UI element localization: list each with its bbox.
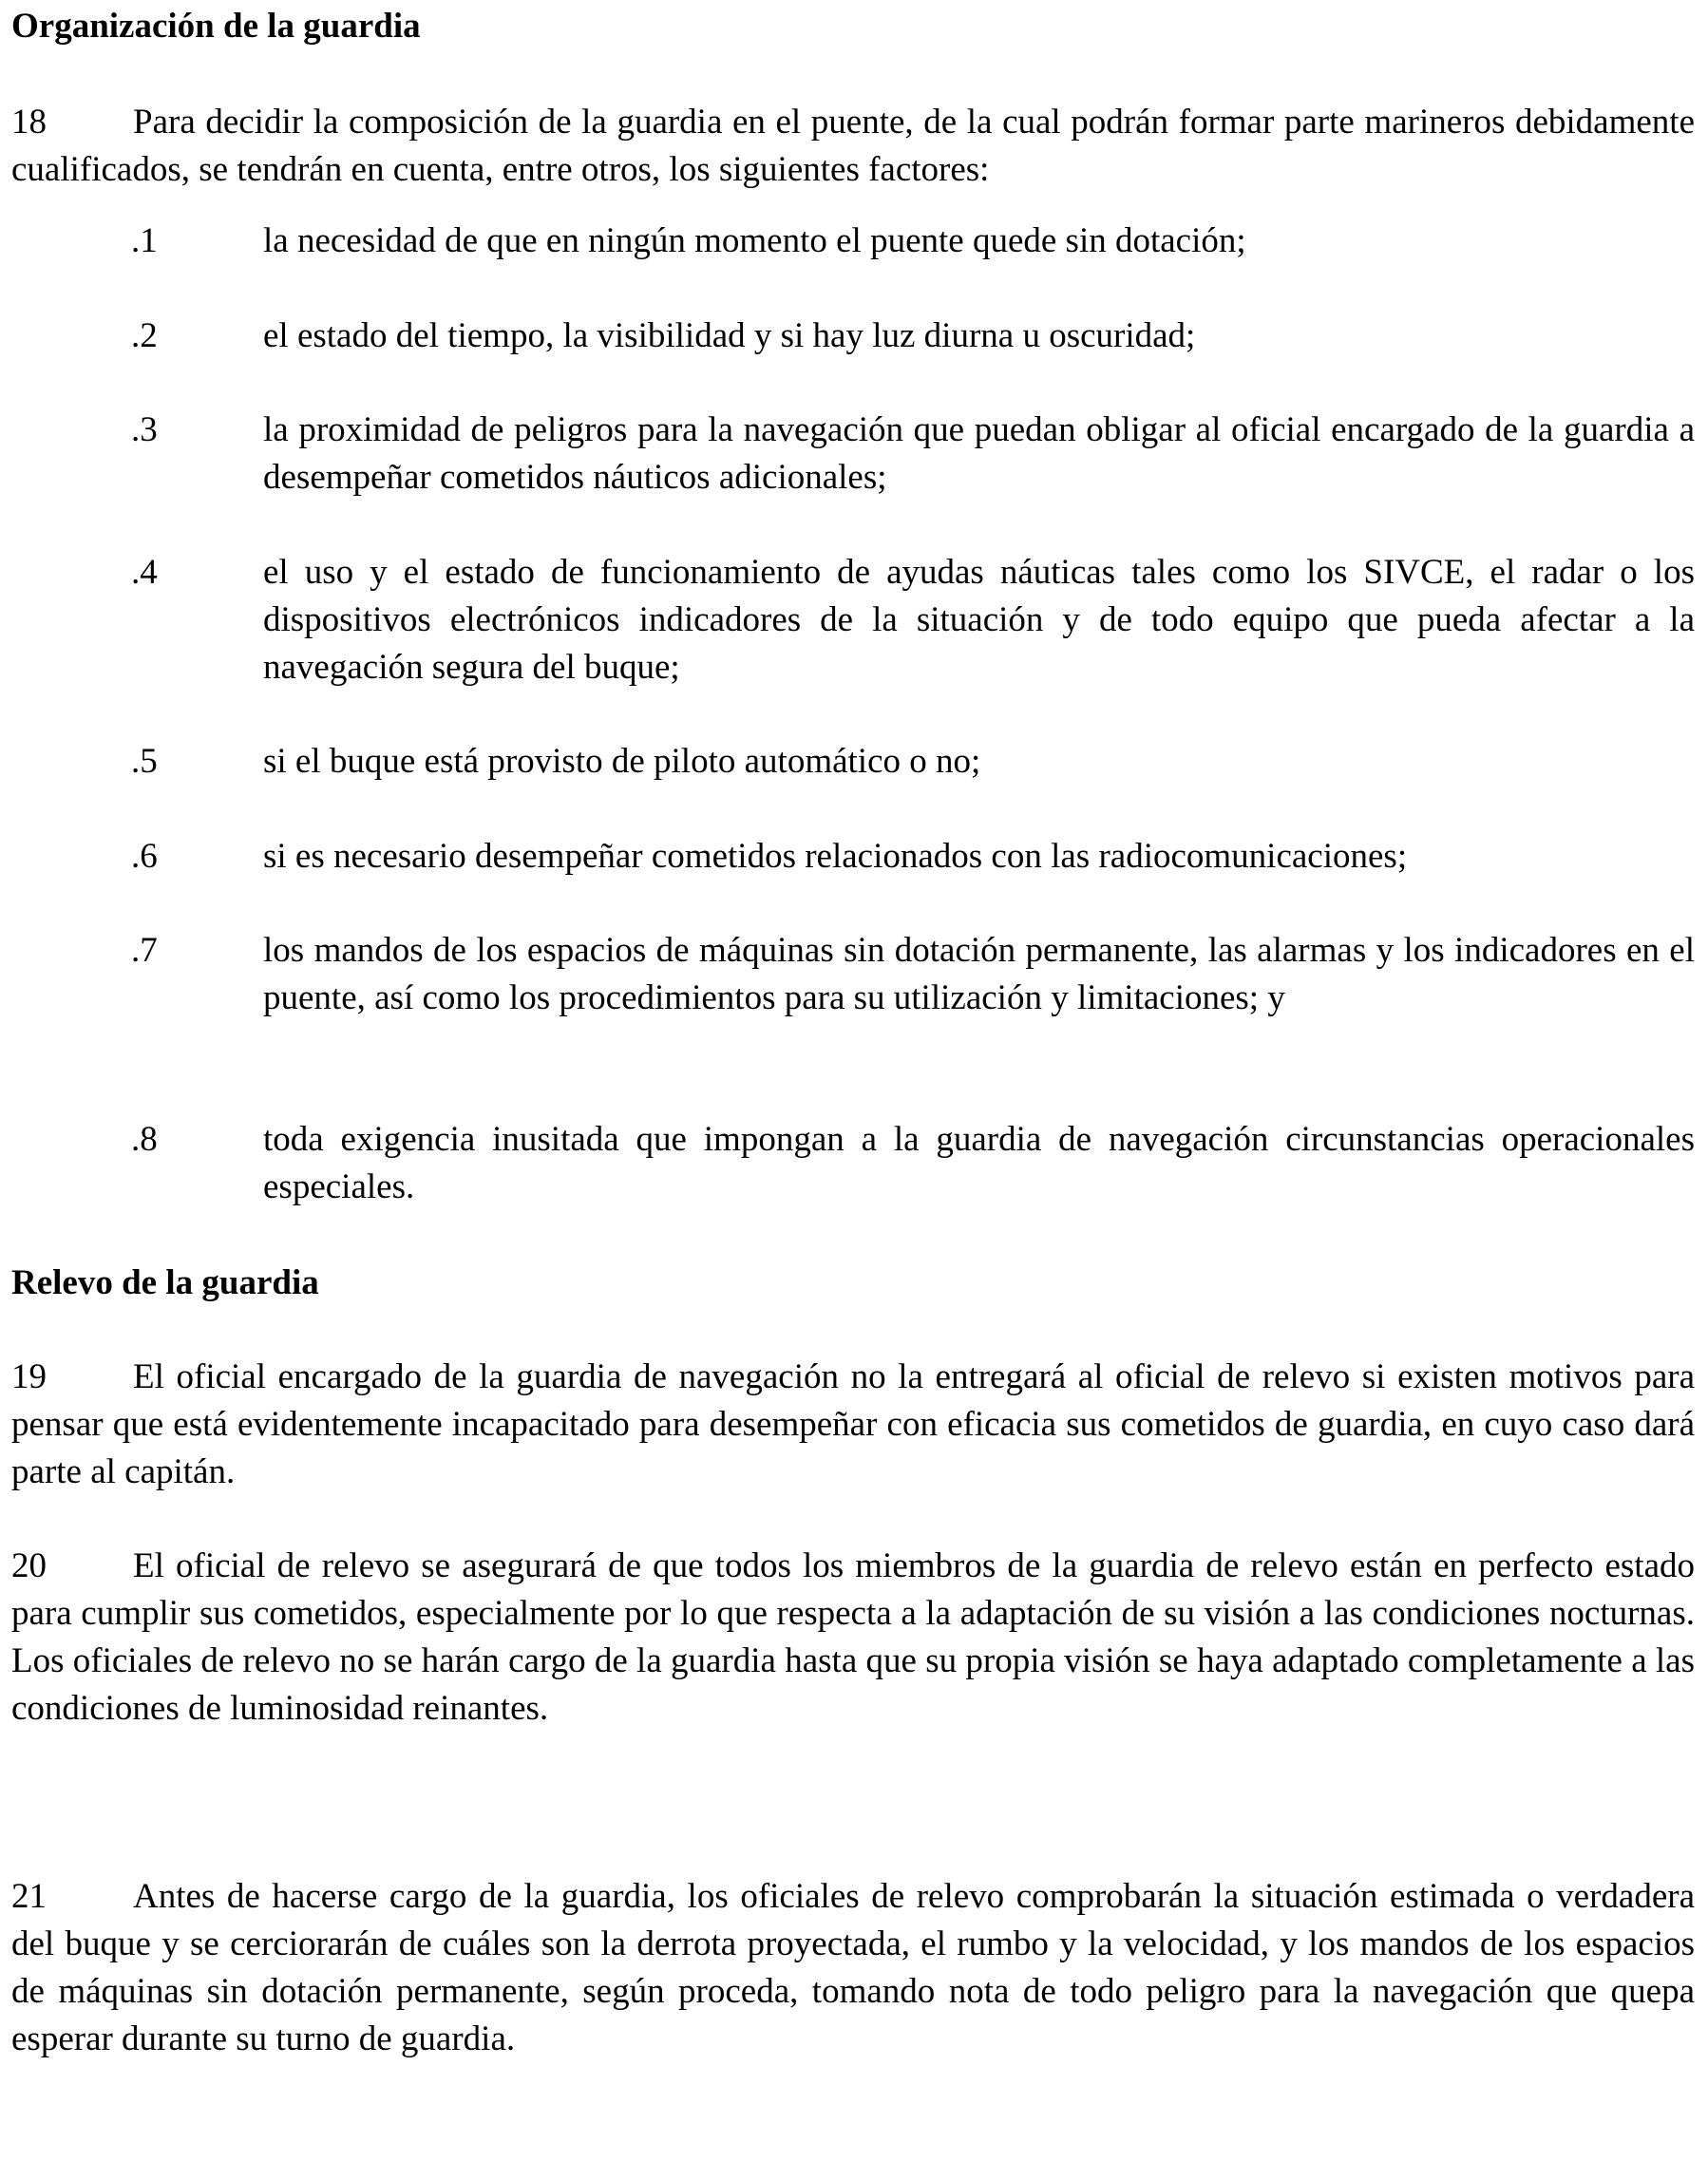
list-item-number: .5 [131, 742, 158, 781]
paragraph-text: Antes de hacerse cargo de la guardia, los oficiales de relevo comprobarán la situación estimada o verdadera del buque y se cerciorarán de cuáles son la derrota proyectada, el rumbo y la velocidad, y los mandos de los espacios de máquinas sin dotación permanente, según proceda, tomando nota de todo peligro para la navegación que quepa esperar durante su turno de guardia. [11, 1877, 1695, 2058]
list-item-text: los mandos de los espacios de máquinas sin dotación permanente, las alarmas y los indicadores en el puente, así como los procedimientos para su utilización y limitaciones; y [263, 931, 1695, 1017]
list-item-text: si el buque está provisto de piloto automático o no; [263, 742, 981, 781]
paragraph-21 [11, 1873, 1695, 2063]
list-item-number: .1 [131, 221, 158, 260]
paragraph-text: Para decidir la composición de la guardia en el puente, de la cual podrán formar parte marineros debidamente cualificados, se tendrán en cuenta, entre otros, los siguientes factores: [11, 103, 1695, 189]
list-item-4 [11, 549, 1695, 692]
section-heading-organizacion: Organización de la guardia [11, 7, 421, 46]
paragraph-number: 21 [11, 1877, 47, 1916]
list-item-number: .8 [131, 1120, 158, 1159]
list-item-text: si es necesario desempeñar cometidos relacionados con las radiocomunicaciones; [263, 837, 1408, 876]
list-item-1 [11, 218, 1695, 265]
list-item-text: el uso y el estado de funcionamiento de ayudas náuticas tales como los SIVCE, el radar o los dispositivos electrónicos indicadores de la situación y de todo equipo que pueda afectar a la navegación segura del buque; [263, 553, 1695, 687]
paragraph-20 [11, 1543, 1695, 1733]
paragraph-19 [11, 1354, 1695, 1496]
list-item-number: .2 [131, 316, 158, 355]
list-item-6 [11, 833, 1695, 881]
section-heading-relevo: Relevo de la guardia [11, 1263, 319, 1302]
paragraph-number: 18 [11, 103, 47, 142]
list-item-text: la necesidad de que en ningún momento el puente quede sin dotación; [263, 221, 1246, 260]
list-item-2 [11, 313, 1695, 360]
list-item-7 [11, 927, 1695, 1022]
list-item-number: .7 [131, 931, 158, 970]
list-item-number: .3 [131, 410, 158, 449]
list-item-text: el estado del tiempo, la visibilidad y si hay luz diurna u oscuridad; [263, 316, 1196, 355]
list-item-8 [11, 1116, 1695, 1211]
list-item-text: la proximidad de peligros para la navegación que puedan obligar al oficial encargado de la guardia a desempeñar cometidos náuticos adicionales; [263, 410, 1695, 497]
paragraph-18 [11, 99, 1695, 194]
list-item-3 [11, 407, 1695, 502]
paragraph-number: 19 [11, 1357, 47, 1396]
list-item-5 [11, 738, 1695, 786]
list-item-text: toda exigencia inusitada que impongan a la guardia de navegación circunstancias operacionales especiales. [263, 1120, 1695, 1206]
paragraph-text: El oficial encargado de la guardia de navegación no la entregará al oficial de relevo si existen motivos para pensar que está evidentemente incapacitado para desempeñar con eficacia sus cometidos de guardia, en cuyo caso dará parte al capitán. [11, 1357, 1695, 1491]
list-item-number: .6 [131, 837, 158, 876]
paragraph-text: El oficial de relevo se asegurará de que todos los miembros de la guardia de relevo están en perfecto estado para cumplir sus cometidos, especialmente por lo que respecta a la adaptación de su visión a las condiciones nocturnas. Los oficiales de relevo no se harán cargo de la guardia hasta que su propia visión se haya adaptado completamente a las condiciones de luminosidad reinantes. [11, 1546, 1695, 1728]
list-item-number: .4 [131, 553, 158, 592]
paragraph-number: 20 [11, 1546, 47, 1585]
